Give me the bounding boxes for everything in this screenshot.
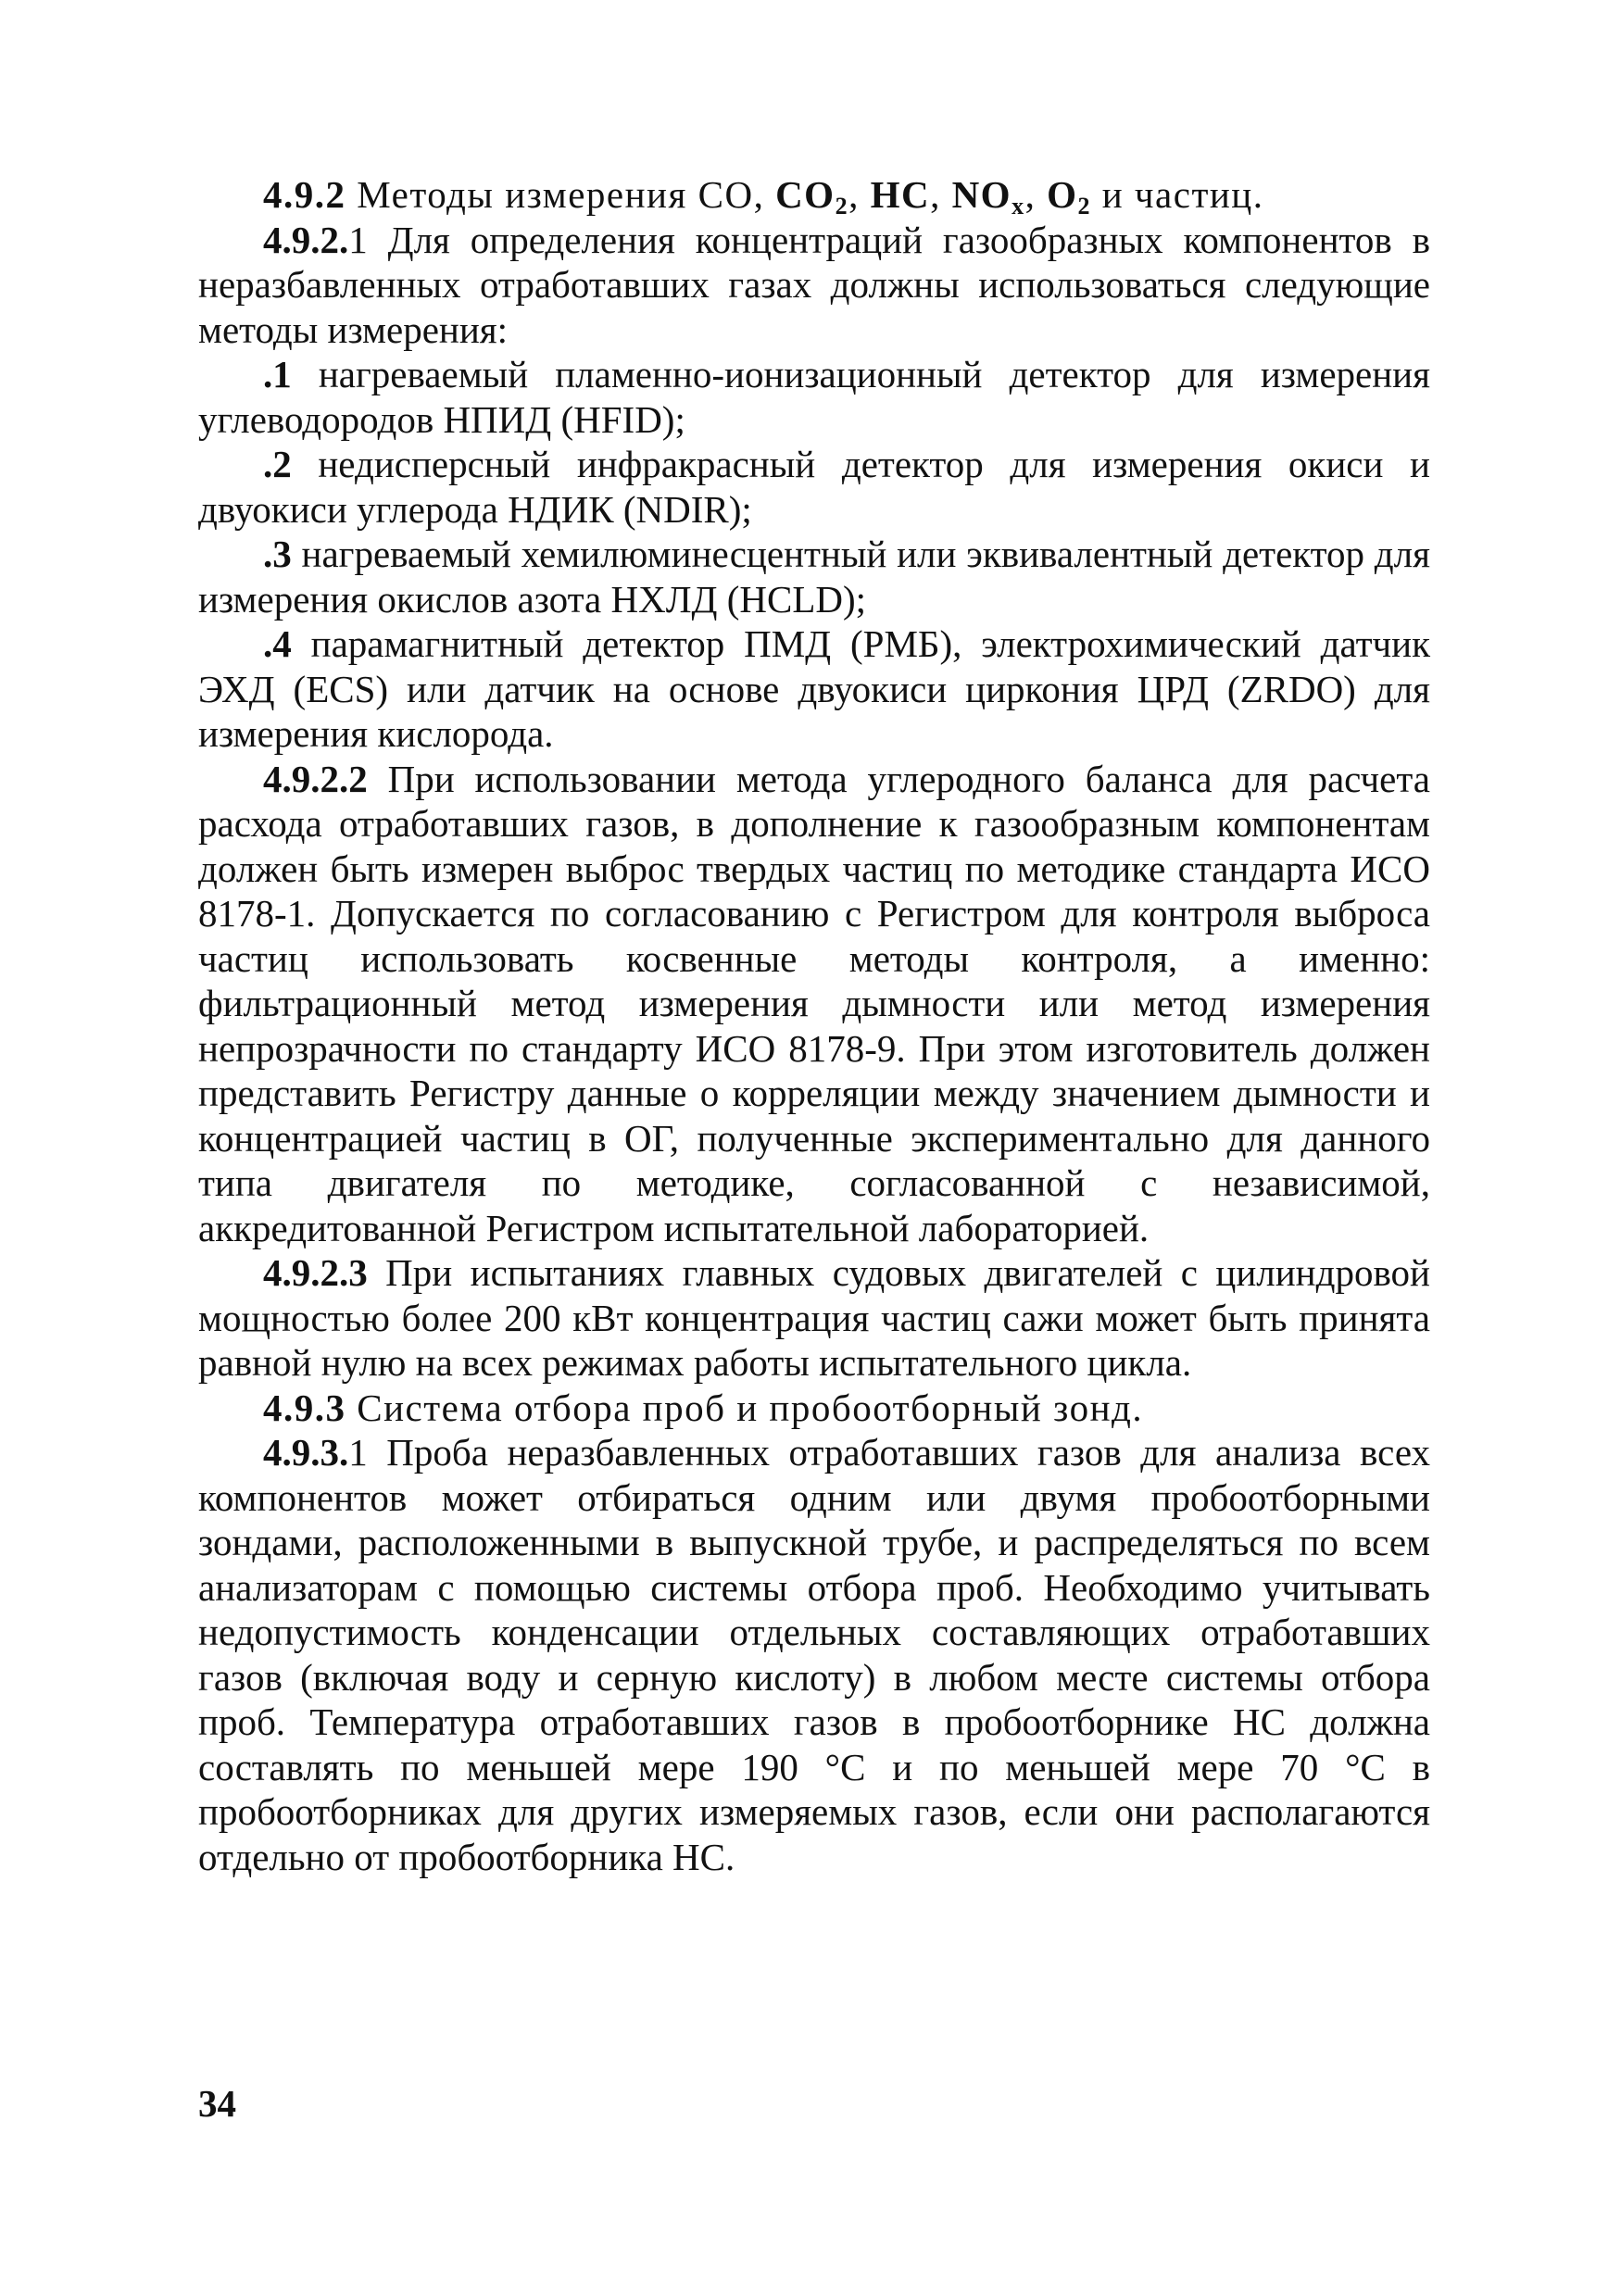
section-number: 4.9.3 xyxy=(263,1386,346,1429)
page-number: 34 xyxy=(198,2082,236,2125)
paragraph-4-9-2-3: 4.9.2.3 При испытаниях главных судовых двигателей с цилиндровой мощностью более 200 кВт концентрация частиц сажи может быть принята равной нулю на всех режимах работы испытательного цикла. xyxy=(198,1251,1430,1384)
list-item-number: .3 xyxy=(263,533,292,575)
paragraph-number: 4.9.2.3 xyxy=(263,1251,368,1294)
list-item-4: .4 парамагнитный детектор ПМД (PMБ), электрохимический датчик ЭХД (ECS) или датчик на основе двуокиси циркония ЦРД (ZRDO) для измерения кислорода. xyxy=(198,622,1430,755)
list-item-2: .2 недисперсный инфракрасный детектор для измерения окиси и двуокиси углерода НДИК (NDIR); xyxy=(198,443,1430,531)
list-item-number: .2 xyxy=(263,443,292,485)
paragraph-4-9-3-1: 4.9.3.1 Проба неразбавленных отработавших газов для анализа всех компонентов может отбираться одним или двумя пробоотборными зондами, расположенными в выпускной трубе, и распределяться по всем анализаторам с помощью системы отбора проб. Необходимо учитывать недопустимость конденсации отдельных составляющих отработавших газов (включая воду и серную кислоту) в любом месте системы отбора проб. Температура отработавших газов в пробоотборнике HC должна составлять по меньшей мере 190 °С и по меньшей мере 70 °С в пробоотборниках для других измеряемых газов, если они располагаются отдельно от пробоотборника HC. xyxy=(198,1431,1430,1878)
list-item-number: .4 xyxy=(263,622,292,665)
document-body xyxy=(198,172,1430,1879)
paragraph-number: 4.9.2.2 xyxy=(263,757,368,800)
list-item-3: .3 нагреваемый хемилюминесцентный или эквивалентный детектор для измерения окислов азота НХЛД (HCLD); xyxy=(198,533,1430,621)
paragraph-number: 4.9.3. xyxy=(263,1431,349,1474)
paragraph-4-9-2-2: 4.9.2.2 При использовании метода углеродного баланса для расчета расхода отработавших газов, в дополнение к газообразным компонентам должен быть измерен выброс твердых частиц по методике стандарта ИСО 8178-1. Допускается по согласованию с Регистром для контроля выброса частиц использовать косвенные методы контроля, а именно: фильтрационный метод измерения дымности или метод измерения непрозрачности по стандарту ИСО 8178-9. При этом изготовитель должен представить Регистру данные о корреляции между значением дымности и концентрацией частиц в ОГ, полученные экспериментально для данного типа двигателя по методике, согласованной с независимой, аккредитованной Регистром испытательной лабораторией. xyxy=(198,757,1430,1249)
list-item-1: .1 нагреваемый пламенно-ионизационный детектор для измерения углеводородов НПИД (HFID); xyxy=(198,353,1430,441)
paragraph-4-9-2-1: 4.9.2.1 Для определения концентраций газообразных компонентов в неразбавленных отработавших газах должны использоваться следующие методы измерения: xyxy=(198,218,1430,351)
paragraph-number: 4.9.2. xyxy=(263,218,349,261)
section-heading-4-9-3: 4.9.3 Система отбора проб и пробоотборный зонд. xyxy=(263,1386,1144,1429)
list-item-number: .1 xyxy=(263,353,292,395)
section-number: 4.9.2 xyxy=(263,173,346,216)
section-heading-4-9-2: 4.9.2 Методы измерения CO, $CO_2$, HC, $NO_x$, $O_2$ и частиц. xyxy=(263,173,1264,220)
